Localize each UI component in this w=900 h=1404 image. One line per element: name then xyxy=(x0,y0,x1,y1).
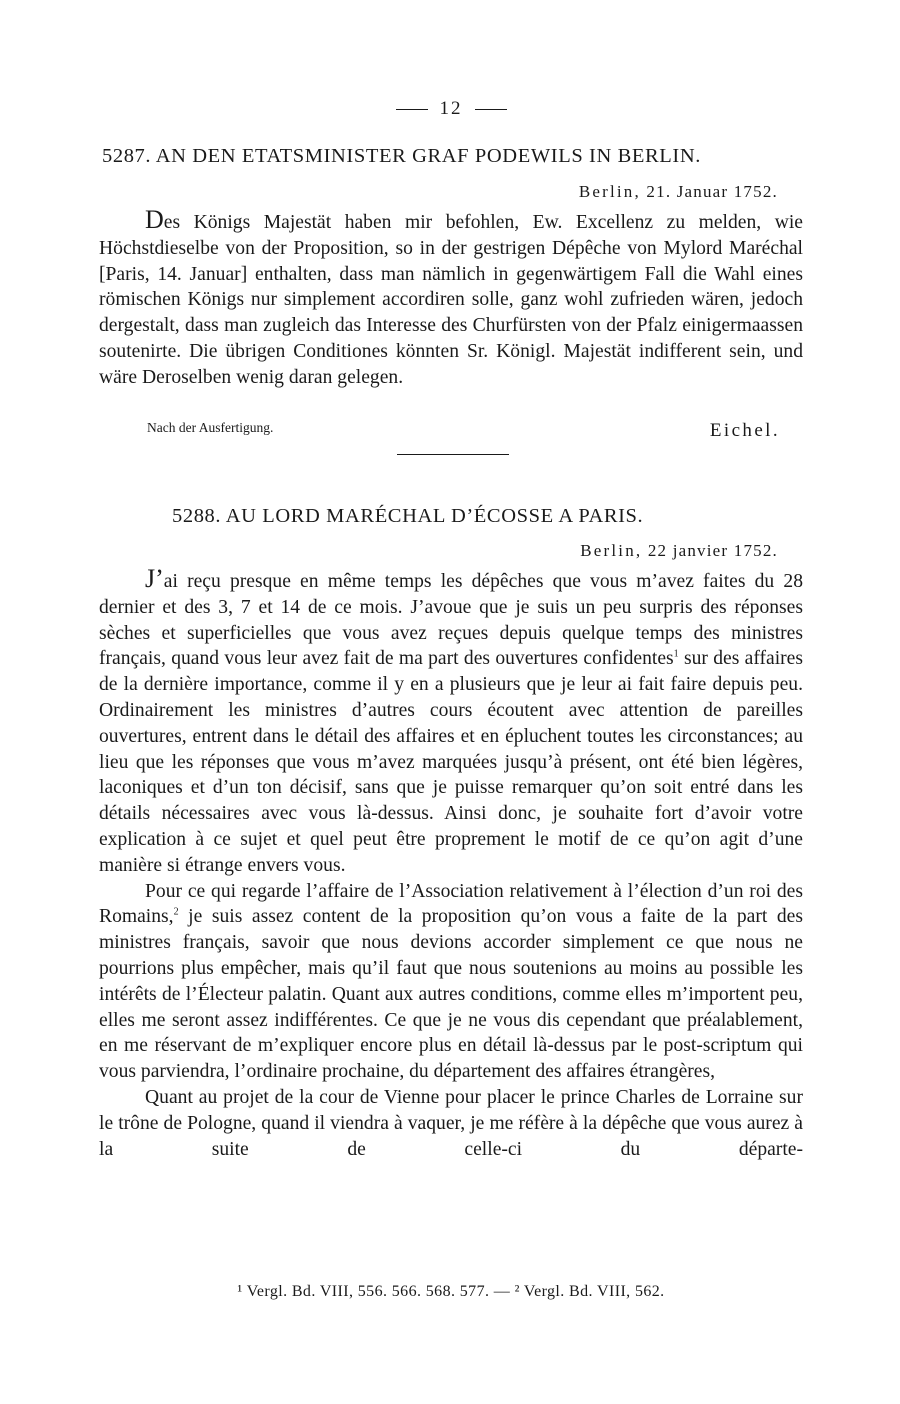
source-note: Nach der Ausfertigung. xyxy=(147,420,274,435)
letter-body-5287 xyxy=(99,207,803,391)
page-number-dash-left xyxy=(396,109,428,110)
section-divider xyxy=(397,454,509,455)
page-number-value: 12 xyxy=(439,98,463,119)
paragraph-text: J’ai reçu presque en même temps les dépêches que vous m’avez faites du 28 dernier et des 3, 7 et 14 de ce mois. J’avoue que je suis un peu surpris des réponses sèches et superficielles que vous avez reçues depuis quelque temps des ministres français, quand vous leur avez fait de ma part des ouvertures confidentes xyxy=(99,564,803,670)
document-heading-5287: 5287. AN DEN ETATSMINISTER GRAF PODEWILS IN BERLIN. xyxy=(102,145,701,167)
signature: Eichel. xyxy=(709,420,780,441)
footnote-marker: 2 xyxy=(173,906,179,918)
dateline-date: 22 janvier 1752. xyxy=(642,541,778,560)
dateline-date: 21. Januar 1752. xyxy=(640,182,778,201)
paragraph xyxy=(99,566,803,879)
paragraph-text: Pour ce qui regarde l’affaire de l’Association relativement à l’élection d’un roi des Romains, xyxy=(99,880,803,928)
paragraph: Des Königs Majestät haben mir befohlen, Ew. Excellenz zu melden, wie Höchstdieselbe von der Proposition, so in der gestrigen Dépêche von Mylord Maréchal [Paris, 14. Januar] enthalten, dass man nämlich in gegenwärtigem Fall die Wahl eines römischen Königs nur simplement accordiren solle, ganz wohl zufrieden wären, jedoch dergestalt, dass man zugleich das Interesse des Churfürsten von der Pfalz einigermaassen soutenirte. Die übrigen Conditiones könnten Sr. Königl. Majestät indifferent sein, und wäre Deroselben wenig daran gelegen. xyxy=(99,205,803,388)
page-number-dash-right xyxy=(475,109,507,110)
paragraph: Quant au projet de la cour de Vienne pour placer le prince Charles de Lorraine sur le trône de Pologne, quand il viendra à vaquer, je me réfère à la dépêche que vous aurez à la suite de celle-ci du départe- xyxy=(99,1086,803,1160)
paragraph-text: je suis assez content de la proposition qu’on vous a faite de la part des ministres français, savoir que nous devions accorder simplement ce que nous ne pourrions plus empêcher, mais qu’il faut que nous soutenions au moins au possible les intérêts de l’Électeur palatin. Quant aux autres conditions, comme elles m’importent peu, elles me seront assez indifférentes. Ce que je ne vous dis cependant que préalablement, en me réservant de m’expliquer encore plus en détail là-dessus par le post-scriptum qui vous parviendra, l’ordinaire prochaine, du département des affaires étrangères, xyxy=(99,906,803,1083)
footnotes: ¹ Vergl. Bd. VIII, 556. 566. 568. 577. — ² Vergl. Bd. VIII, 562. xyxy=(237,1283,665,1300)
dateline-place: Berlin, xyxy=(578,182,641,201)
paragraph-text: sur des affaires de la dernière importance, comme il y en a plusieurs que je leur ai fait faire depuis peu. Ordinairement les ministres d’autres cours écoutent avec attention de pareilles ouvertures, entrent dans le détail des affaires et en épluchent toutes les circonstances; au lieu que les réponses que vous m’avez marquées jusqu’à présent, ont été bien légères, laconiques et d’un ton décisif, sans que je puisse remarquer qu’on soit entré dans les détails nécessaires avec vous là-dessus. Ainsi donc, je souhaite fort d’avoir votre explication à ce sujet et quel peut être proprement le motif de ce qu’on agit d’une manière si étrange envers vous. xyxy=(99,648,803,876)
letter-body-5288 xyxy=(99,566,803,1162)
dateline-place: Berlin, xyxy=(580,541,643,560)
footnote-marker: 1 xyxy=(673,648,679,660)
paragraph xyxy=(99,879,803,1085)
dateline-5288 xyxy=(580,541,778,561)
dateline-5287 xyxy=(579,182,778,202)
page-number xyxy=(99,98,803,120)
document-heading-5288: 5288. AU LORD MARÉCHAL D’ÉCOSSE A PARIS. xyxy=(172,505,644,527)
